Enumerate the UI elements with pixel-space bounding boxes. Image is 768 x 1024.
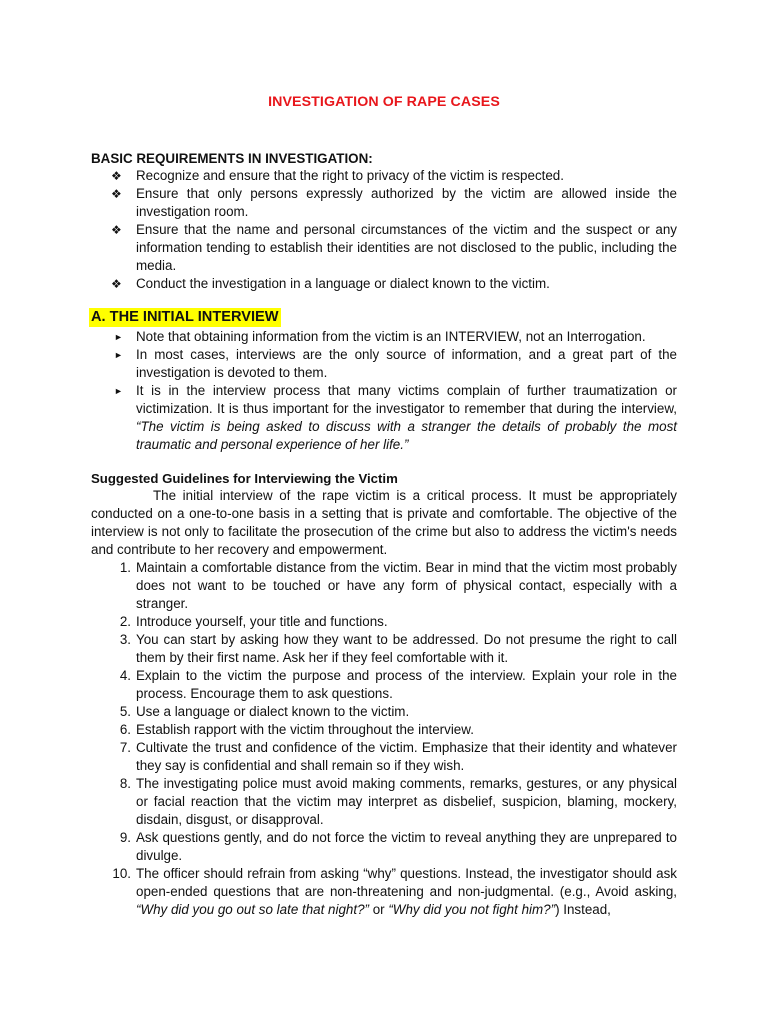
list-item-text: Conduct the investigation in a language or dialect known to the victim. [136,276,550,291]
list-item-text: Note that obtaining information from the victim is an INTERVIEW, not an Interrogation. [136,329,646,344]
list-number: 5. [119,704,131,719]
example-question-2: “Why did you not fight him?” [388,902,556,917]
list-item [111,865,677,919]
guidelines-intro-paragraph: The initial interview of the rape victim is a critical process. It must be appropriately conducted on a one-to-one basis in a setting that is private and comfortable. The objective of the interview is not only to facilitate the prosecution of the crime but also to address the victim's needs and contribute to her recovery and empowerment. [91,488,677,557]
list-item-text: Ask questions gently, and do not force the victim to reveal anything they are unprepared to divulge. [136,830,677,863]
list-number: 1. [119,560,131,575]
list-item [111,829,677,865]
list-item [111,275,677,293]
list-item-text: It is in the interview process that many victims complain of further traumatization or victimization. It is thus important for the investigator to remember that during the interview, [136,383,677,416]
list-number: 9. [119,830,131,845]
list-item [111,703,677,721]
list-number: 10. [112,866,131,881]
initial-interview-heading: A. THE INITIAL INTERVIEW [91,309,279,325]
basic-requirements-heading: BASIC REQUIREMENTS IN INVESTIGATION: [91,151,373,166]
list-number: 2. [119,614,131,629]
list-item-text: Use a language or dialect known to the victim. [136,704,410,719]
list-item [111,328,677,346]
list-item-text: Introduce yourself, your title and functions. [136,614,388,629]
list-item-text: Maintain a comfortable distance from the victim. Bear in mind that the victim most probably does not want to be touched or have any form of physical contact, especially with a stranger. [136,560,677,611]
list-number: 6. [119,722,131,737]
basic-requirements-list [111,167,677,293]
arrow-bullet-icon: ► [114,386,123,396]
list-item [111,221,677,275]
list-item [111,382,677,454]
list-item-text: ) Instead, [555,902,611,917]
initial-interview-list [111,328,677,454]
diamond-bullet-icon: ❖ [111,223,122,237]
arrow-bullet-icon: ► [114,350,123,360]
list-item-text: You can start by asking how they want to be addressed. Do not presume the right to call them by their first name. Ask her if they feel comfortable with it. [136,632,677,665]
list-item [111,631,677,667]
diamond-bullet-icon: ❖ [111,277,122,291]
guidelines-heading: Suggested Guidelines for Interviewing the Victim [91,471,398,486]
list-number: 3. [119,632,131,647]
victim-quote: “The victim is being asked to discuss with a stranger the details of probably the most traumatic and personal experience of her life.” [136,419,677,452]
list-number: 7. [119,740,131,755]
list-item [111,185,677,221]
list-item-text: In most cases, interviews are the only source of information, and a great part of the investigation is devoted to them. [136,347,677,380]
list-item-text: Ensure that only persons expressly authorized by the victim are allowed inside the investigation room. [136,186,677,219]
document-title: INVESTIGATION OF RAPE CASES [268,94,500,110]
list-item-text: Cultivate the trust and confidence of the victim. Emphasize that their identity and whatever they say is confidential and shall remain so if they wish. [136,740,677,773]
list-item-text: The investigating police must avoid making comments, remarks, gestures, or any physical or facial reaction that the victim may interpret as disbelief, suspicion, blaming, mockery, disdain, disgust, or disapproval. [136,776,677,827]
diamond-bullet-icon: ❖ [111,169,122,183]
list-item [111,346,677,382]
list-item [111,739,677,775]
list-item [111,167,677,185]
example-question-1: “Why did you go out so late that night?” [136,902,369,917]
list-number: 8. [119,776,131,791]
list-item-text: Recognize and ensure that the right to privacy of the victim is respected. [136,168,564,183]
list-item [111,721,677,739]
list-item-text: The officer should refrain from asking “why” questions. Instead, the investigator should ask open-ended questions that are non-threatening and non-judgmental. (e.g., Avoid asking, [136,866,677,899]
list-item-text: Ensure that the name and personal circumstances of the victim and the suspect or any information tending to establish their identities are not disclosed to the public, including the media. [136,222,677,273]
list-item [111,613,677,631]
diamond-bullet-icon: ❖ [111,187,122,201]
list-item [111,559,677,613]
guidelines-numbered-list [111,559,677,919]
list-item-text: Establish rapport with the victim throughout the interview. [136,722,474,737]
list-item [111,775,677,829]
list-item [111,667,677,703]
list-number: 4. [119,668,131,683]
list-item-text: or [368,902,389,917]
list-item-text: Explain to the victim the purpose and process of the interview. Explain your role in the process. Encourage them to ask questions. [136,668,677,701]
arrow-bullet-icon: ► [114,332,123,342]
